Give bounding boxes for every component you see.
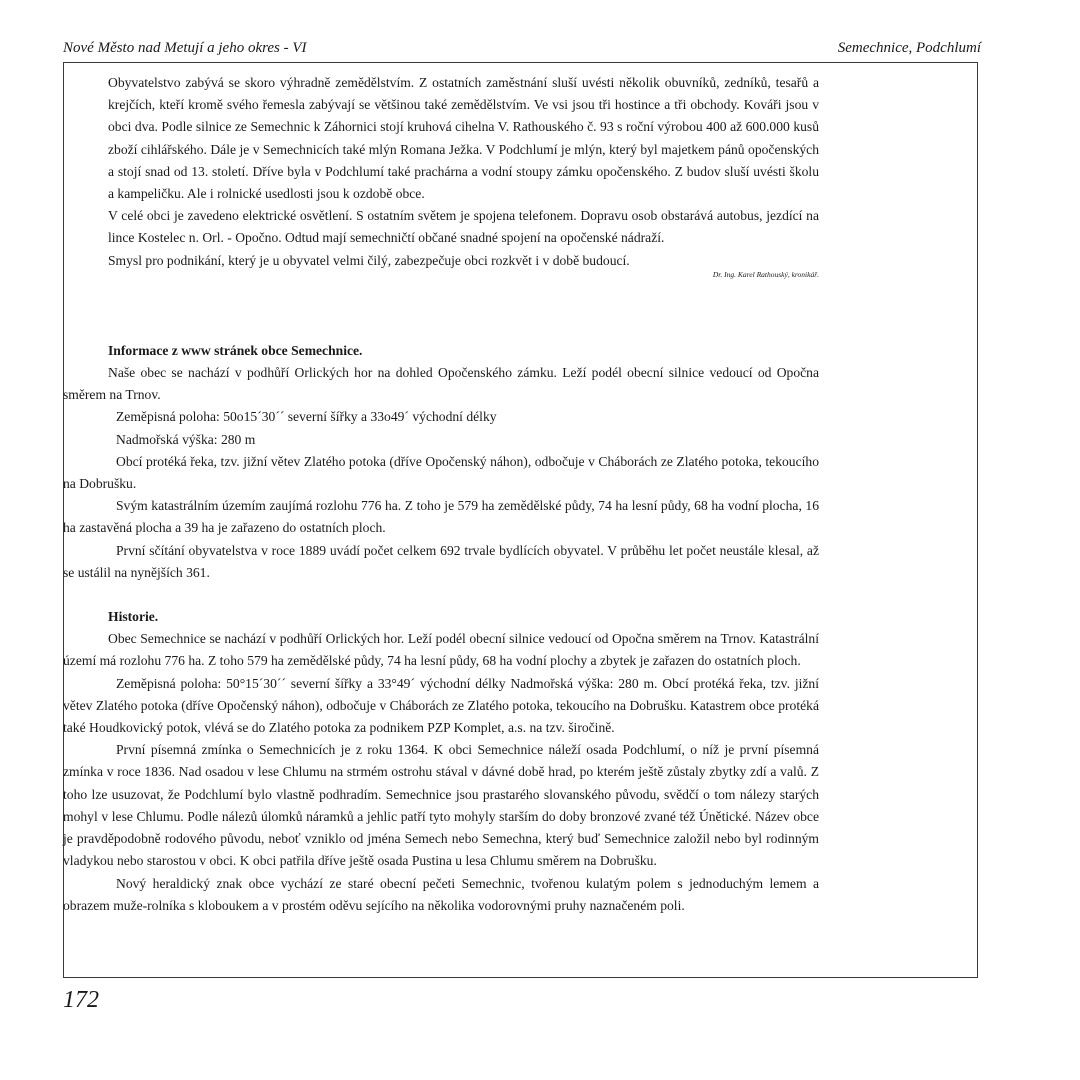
section-spacer <box>108 584 819 606</box>
running-header <box>63 38 981 58</box>
history-heading: Historie. <box>108 609 159 625</box>
web-info-section <box>63 340 819 584</box>
web-info-paragraph-3 <box>63 429 819 451</box>
web-info-paragraph-4-text: Obcí protéká řeka, tzv. jižní větev Zlatého potoka (dříve Opočenský náhon), odbočuje v Cháborách ze Zlatého potoka, tekoucího na Dobrušku. <box>63 453 819 492</box>
web-info-paragraph-6 <box>63 540 819 584</box>
web-info-paragraph-5 <box>63 495 819 539</box>
history-paragraph-3 <box>63 739 819 872</box>
history-paragraph-1 <box>63 628 819 672</box>
header-section-title: Semechnice, Podchlumí <box>837 40 981 56</box>
history-paragraph-4 <box>63 873 819 917</box>
web-info-paragraph-5-text: Svým katastrálním územím zaujímá rozlohu 776 ha. Z toho je 579 ha zemědělské půdy, 74 ha lesní půdy, 68 ha vodní plocha, 16 ha zastavěná plocha a 39 ha je zařazeno do ostatních ploch. <box>63 498 819 536</box>
history-paragraph-2 <box>63 673 819 740</box>
chronicle-paragraph-3: Smysl pro podnikání, který je u obyvatel velmi čilý, zabezpečuje obci rozkvět i v době budoucí. <box>108 252 630 268</box>
page-body <box>63 72 819 917</box>
web-info-paragraph-6-text: První sčítání obyvatelstva v roce 1889 uvádí počet celkem 692 trvale bydlících obyvatel. V průběhu let počet neustále klesal, až se ustálil na nynějších 361. <box>63 542 819 580</box>
chronicle-paragraph-1: Obyvatelstvo zabývá se skoro výhradně zemědělstvím. Z ostatních zaměstnání sluší uvésti několik obuvníků, zedníků, tesařů a krejčích, kteří kromě svého řemesla zabývají se většinou také zemědělstvím. Ve vsi jsou tři hostince a tři obchody. Kováři jsou v obci dva. Podle silnice ze Semechnic k Záhornici stojí kruhová cihelna V. Rathouského č. 93 s roční výrobou 400 až 600.000 kusů zboží cihlářského. Dále je v Semechnicích také mlýn Romana Ježka. V Podchlumí je mlýn, který byl majetkem pánů opočenských a stojí snad od 13. století. Dříve byla v Podchlumí také prachárna a vodní stoupy zámku opočenského. Z budov sluší uvésti školu a kampeličku. Ale i rolnické usedlosti jsou k ozdobě obce. <box>108 75 819 202</box>
web-info-paragraph-2-text: Zeměpisná poloha: 50o15´30´´ severní šířky a 33o49´ východní délky <box>116 409 497 425</box>
header-book-title: Nové Město nad Metují a jeho okres - VI <box>63 40 307 56</box>
history-paragraph-1-text: Obec Semechnice se nachází v podhůří Orlických hor. Leží podél obecní silnice vedoucí od Opočna směrem na Trnov. Katastrální území má rozlohu 776 ha. Z toho 579 ha zemědělské půdy, 74 ha lesní půdy, 68 ha vodní plochy a zbytek je zařazen do ostatních ploch. <box>63 631 819 669</box>
history-section <box>63 606 819 917</box>
web-info-heading: Informace z www stránek obce Semechnice. <box>108 342 363 358</box>
history-paragraphs <box>63 628 819 917</box>
chronicle-paragraph-2: V celé obci je zavedeno elektrické osvětlení. S ostatním světem je spojena telefonem. Dopravu osob obstarává autobus, jezdící na lince Kostelec n. Orl. - Opočno. Odtud mají semechničtí občané snadné spojení na opočenské nádraží. <box>108 208 819 246</box>
web-info-paragraph-4 <box>63 451 819 495</box>
history-paragraph-3-text: První písemná zmínka o Semechnicích je z roku 1364. K obci Semechnice náleží osada Podchlumí, o níž je první písemná zmínka v roce 1836. Nad osadou v lese Chlumu na strmém ostrohu stával v dávné době hrad, po kterém ještě zůstaly zbytky zdí a valů. Z toho lze usuzovat, že Podchlumí bylo vlastně podhradím. Semechnice jsou prastarého slovanského původu, svědčí o tom nálezy starých mohyl v lese Chlumu. Podle nálezů úlomků náramků a jehlic patří tyto mohyly starším do doby bronzové zvané též Únětické. Název obce je pravděpodobně rodového původu, neboť vzniklo od jména Semech nebo Semechna, který buď Semechnice založil nebo byl rodinným vladykou nebo starostou v obci. K obci patřila dříve ještě osada Pustina u lesa Chlumu směrem na Dobrušku. <box>63 742 819 869</box>
section-spacer <box>108 280 819 340</box>
history-paragraph-4-text: Nový heraldický znak obce vychází ze staré obecní pečeti Semechnic, tvořenou kulatým polem s jednoduchým lemem a obrazem muže-rolníka s kloboukem a v prostém oděvu sejícího na několika vodorovnými pruhy naznačeném poli. <box>63 875 819 913</box>
web-info-paragraph-1 <box>63 362 819 406</box>
chronicle-section <box>108 72 819 280</box>
history-paragraph-2-text: Zeměpisná poloha: 50°15´30´´ severní šířky a 33°49´ východní délky Nadmořská výška: 280 m. Obcí protéká řeka, tzv. jižní větev Zlatého potoka (dříve Opočenský náhon), odbočuje v Cháborách ze Zlatého potoka, tekoucího na Dobrušku. Katastrem obce protéká také Houdkovický potok, vlévá se do Zlatého potoka za podnikem PZP Komplet, a.s. na tzv. širočině. <box>63 675 819 736</box>
web-info-paragraph-3-text: Nadmořská výška: 280 m <box>116 431 256 447</box>
web-info-paragraph-2 <box>63 406 819 428</box>
chronicle-signature: Dr. Ing. Karel Rathouský, kronikář. <box>712 269 819 279</box>
web-info-paragraphs <box>63 362 819 584</box>
page-number: 172 <box>63 987 99 1013</box>
web-info-paragraph-1-text: Naše obec se nachází v podhůří Orlických hor na dohled Opočenského zámku. Leží podél obecní silnice vedoucí od Opočna směrem na Trnov. <box>63 365 819 403</box>
